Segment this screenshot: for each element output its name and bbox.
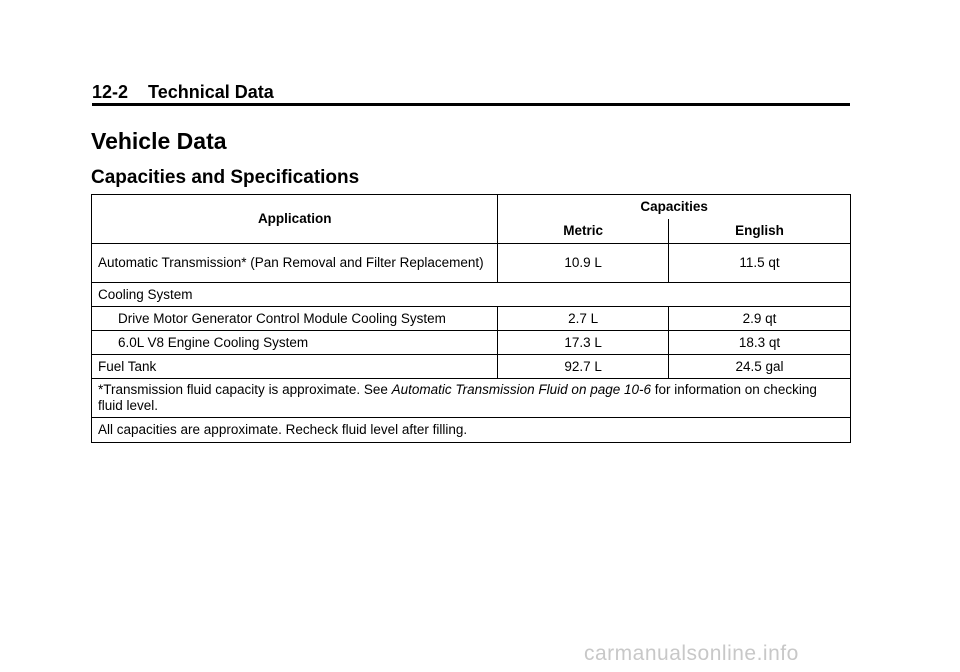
table-footnote bbox=[92, 379, 851, 418]
table-note: All capacities are approximate. Recheck fluid level after filling. bbox=[92, 418, 851, 443]
section-number: 12-2 bbox=[92, 82, 129, 102]
row-metric: 17.3 L bbox=[498, 331, 669, 355]
capacities-table bbox=[91, 194, 851, 443]
row-application: 6.0L V8 Engine Cooling System bbox=[92, 331, 498, 355]
row-english: 2.9 qt bbox=[668, 307, 850, 331]
row-application: Cooling System bbox=[92, 283, 851, 307]
table-row bbox=[92, 331, 851, 355]
section-subtitle: Capacities and Specifications bbox=[91, 167, 360, 188]
footnote-suffix: for information on checking fluid level. bbox=[98, 382, 817, 413]
table-row bbox=[92, 283, 851, 307]
table-note-row bbox=[92, 379, 851, 418]
row-english: 11.5 qt bbox=[668, 244, 850, 283]
header-metric: Metric bbox=[498, 219, 669, 244]
header-english: English bbox=[668, 219, 850, 244]
row-application: Drive Motor Generator Control Module Cooling System bbox=[92, 307, 498, 331]
table-row bbox=[92, 244, 851, 283]
row-english: 18.3 qt bbox=[668, 331, 850, 355]
row-metric: 92.7 L bbox=[498, 355, 669, 379]
watermark: carmanualsonline.info bbox=[584, 642, 799, 665]
header-capacities: Capacities bbox=[498, 195, 851, 220]
footnote-prefix: *Transmission fluid capacity is approximate. See bbox=[98, 382, 392, 397]
section-title: Technical Data bbox=[148, 82, 274, 102]
row-metric: 2.7 L bbox=[498, 307, 669, 331]
row-metric: 10.9 L bbox=[498, 244, 669, 283]
table-row bbox=[92, 307, 851, 331]
table-row bbox=[92, 355, 851, 379]
row-english: 24.5 gal bbox=[668, 355, 850, 379]
footnote-link[interactable]: Automatic Transmission Fluid on page 10-6 bbox=[391, 382, 651, 397]
page-header bbox=[92, 82, 850, 106]
row-application: Automatic Transmission* (Pan Removal and Filter Replacement) bbox=[92, 244, 498, 283]
header-application: Application bbox=[92, 195, 498, 244]
table-note-row bbox=[92, 418, 851, 443]
page-title: Vehicle Data bbox=[91, 128, 227, 154]
row-application: Fuel Tank bbox=[92, 355, 498, 379]
